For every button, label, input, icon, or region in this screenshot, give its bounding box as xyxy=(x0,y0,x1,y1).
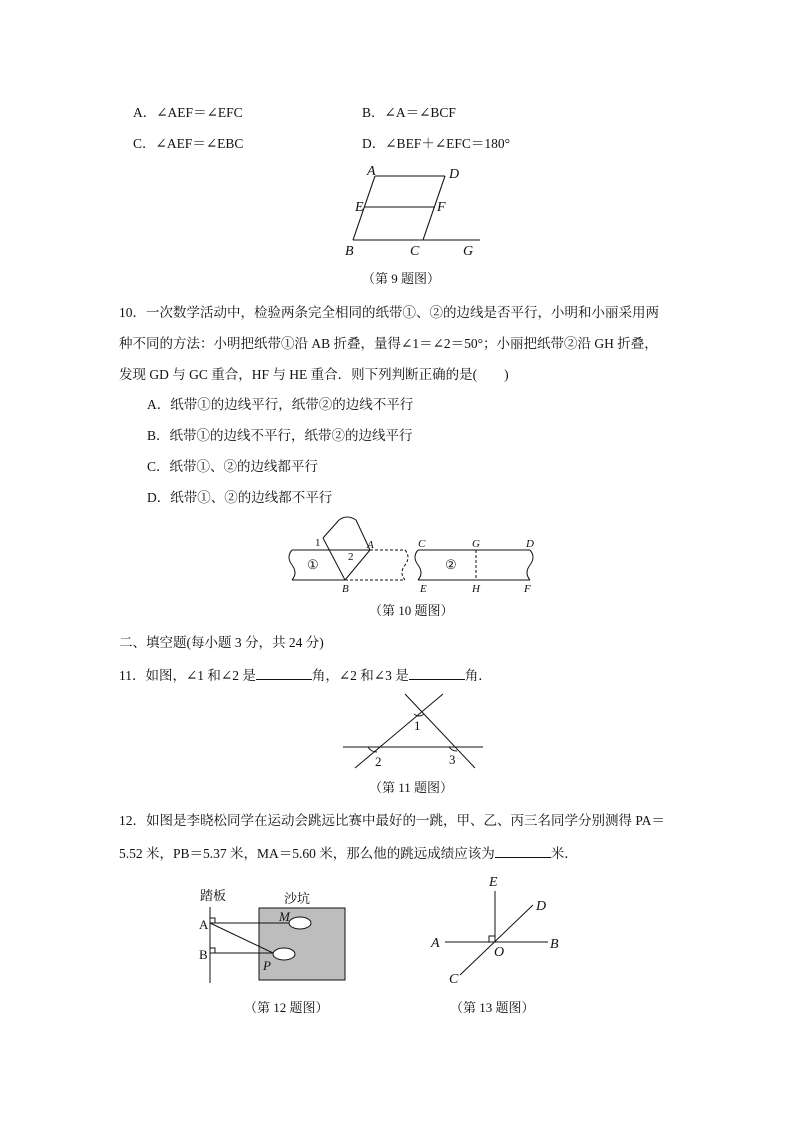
fig9-label-e: E xyxy=(355,200,364,215)
fig9-label-a: A xyxy=(367,164,376,179)
fig10-angle-1: 1 xyxy=(315,537,321,549)
q9-option-a: A．∠AEF＝∠EFC xyxy=(133,105,243,120)
fig12-label-m: M xyxy=(279,909,290,924)
q11-stem-part3: 角． xyxy=(464,668,492,683)
q9-option-b: B．∠A＝∠BCF xyxy=(362,105,456,120)
fig13-label-o: O xyxy=(494,945,505,960)
fig12-label-board: 踏板 xyxy=(200,888,227,903)
q12-stem-line2b: 米． xyxy=(550,846,578,861)
fig11-caption: （第 11 题图） xyxy=(369,780,454,795)
fig13-label-c: C xyxy=(449,972,459,987)
fig9-label-f: F xyxy=(437,200,446,215)
fig13-label-b: B xyxy=(550,937,559,952)
q11-stem-part2: 角，∠2 和∠3 是 xyxy=(311,668,409,683)
fig11-angle-3: 3 xyxy=(449,752,456,767)
fig9-label-c: C xyxy=(410,244,420,259)
fig10-label-d: D xyxy=(526,538,534,550)
q10-option-d: D．纸带①、②的边线都不平行 xyxy=(147,490,333,505)
fig12-label-a: A xyxy=(199,917,209,932)
q11-stem-part1: 11．如图，∠1 和∠2 是 xyxy=(119,668,256,683)
q10-option-a: A．纸带①的边线平行，纸带②的边线不平行 xyxy=(147,397,414,412)
fig9-caption: （第 9 题图） xyxy=(362,271,441,286)
fig13-label-a: A xyxy=(431,936,440,951)
q12-stem-line2a: 5.52 米，PB＝5.37 米，MA＝5.60 米，那么他的跳远成绩应该为 xyxy=(119,846,495,861)
fig9-label-g: G xyxy=(463,244,474,259)
fig10-label-a: A xyxy=(367,539,374,551)
q10-option-c: C．纸带①、②的边线都平行 xyxy=(147,459,319,474)
fig10-label-f: F xyxy=(524,583,531,595)
fig10-label-h: H xyxy=(472,583,480,595)
fig13-label-e: E xyxy=(489,875,498,890)
fig10-angle-2: 2 xyxy=(348,551,354,563)
q10-option-b: B．纸带①的边线不平行，纸带②的边线平行 xyxy=(147,428,413,443)
fig11-angle-2: 2 xyxy=(375,754,382,769)
q12-stem-line1: 12．如图是李晓松同学在运动会跳远比赛中最好的一跳，甲、乙、丙三名同学分别测得 PA＝ xyxy=(119,813,665,828)
fig12-label-pit: 沙坑 xyxy=(284,891,311,906)
fig13-caption: （第 13 题图） xyxy=(450,1000,535,1015)
fig10-caption: （第 10 题图） xyxy=(369,603,454,618)
fig10-label-c: C xyxy=(418,538,426,550)
fig9-label-d: D xyxy=(449,167,460,182)
q10-stem-line2: 种不同的方法：小明把纸带①沿 AB 折叠，量得∠1＝∠2＝50°；小丽把纸带②沿 GH 折叠， xyxy=(119,336,658,351)
q9-option-d: D．∠BEF＋∠EFC＝180° xyxy=(362,136,511,151)
fig10-label-b: B xyxy=(342,583,349,595)
q10-stem-line3: 发现 GD 与 GC 重合，HF 与 HE 重合．则下列判断正确的是( ) xyxy=(119,367,509,382)
fig13-label-d: D xyxy=(536,899,547,914)
fig11-angle-1: 1 xyxy=(414,718,421,733)
q9-option-c: C．∠AEF＝∠EBC xyxy=(133,136,244,151)
section-2-title: 二、填空题(每小题 3 分，共 24 分) xyxy=(119,635,324,650)
fig10-label-g: G xyxy=(472,538,480,550)
fig9-label-b: B xyxy=(345,244,354,259)
fig12-caption: （第 12 题图） xyxy=(244,1000,329,1015)
fig10-strip-1: ① xyxy=(307,557,319,572)
fig12-label-p: P xyxy=(263,958,271,973)
fig12-label-b: B xyxy=(199,947,208,962)
fig10-strip-2: ② xyxy=(445,557,457,572)
q10-stem-line1: 10．一次数学活动中，检验两条完全相同的纸带①、②的边线是否平行，小明和小丽采用两 xyxy=(119,305,659,320)
fig10-label-e: E xyxy=(420,583,427,595)
